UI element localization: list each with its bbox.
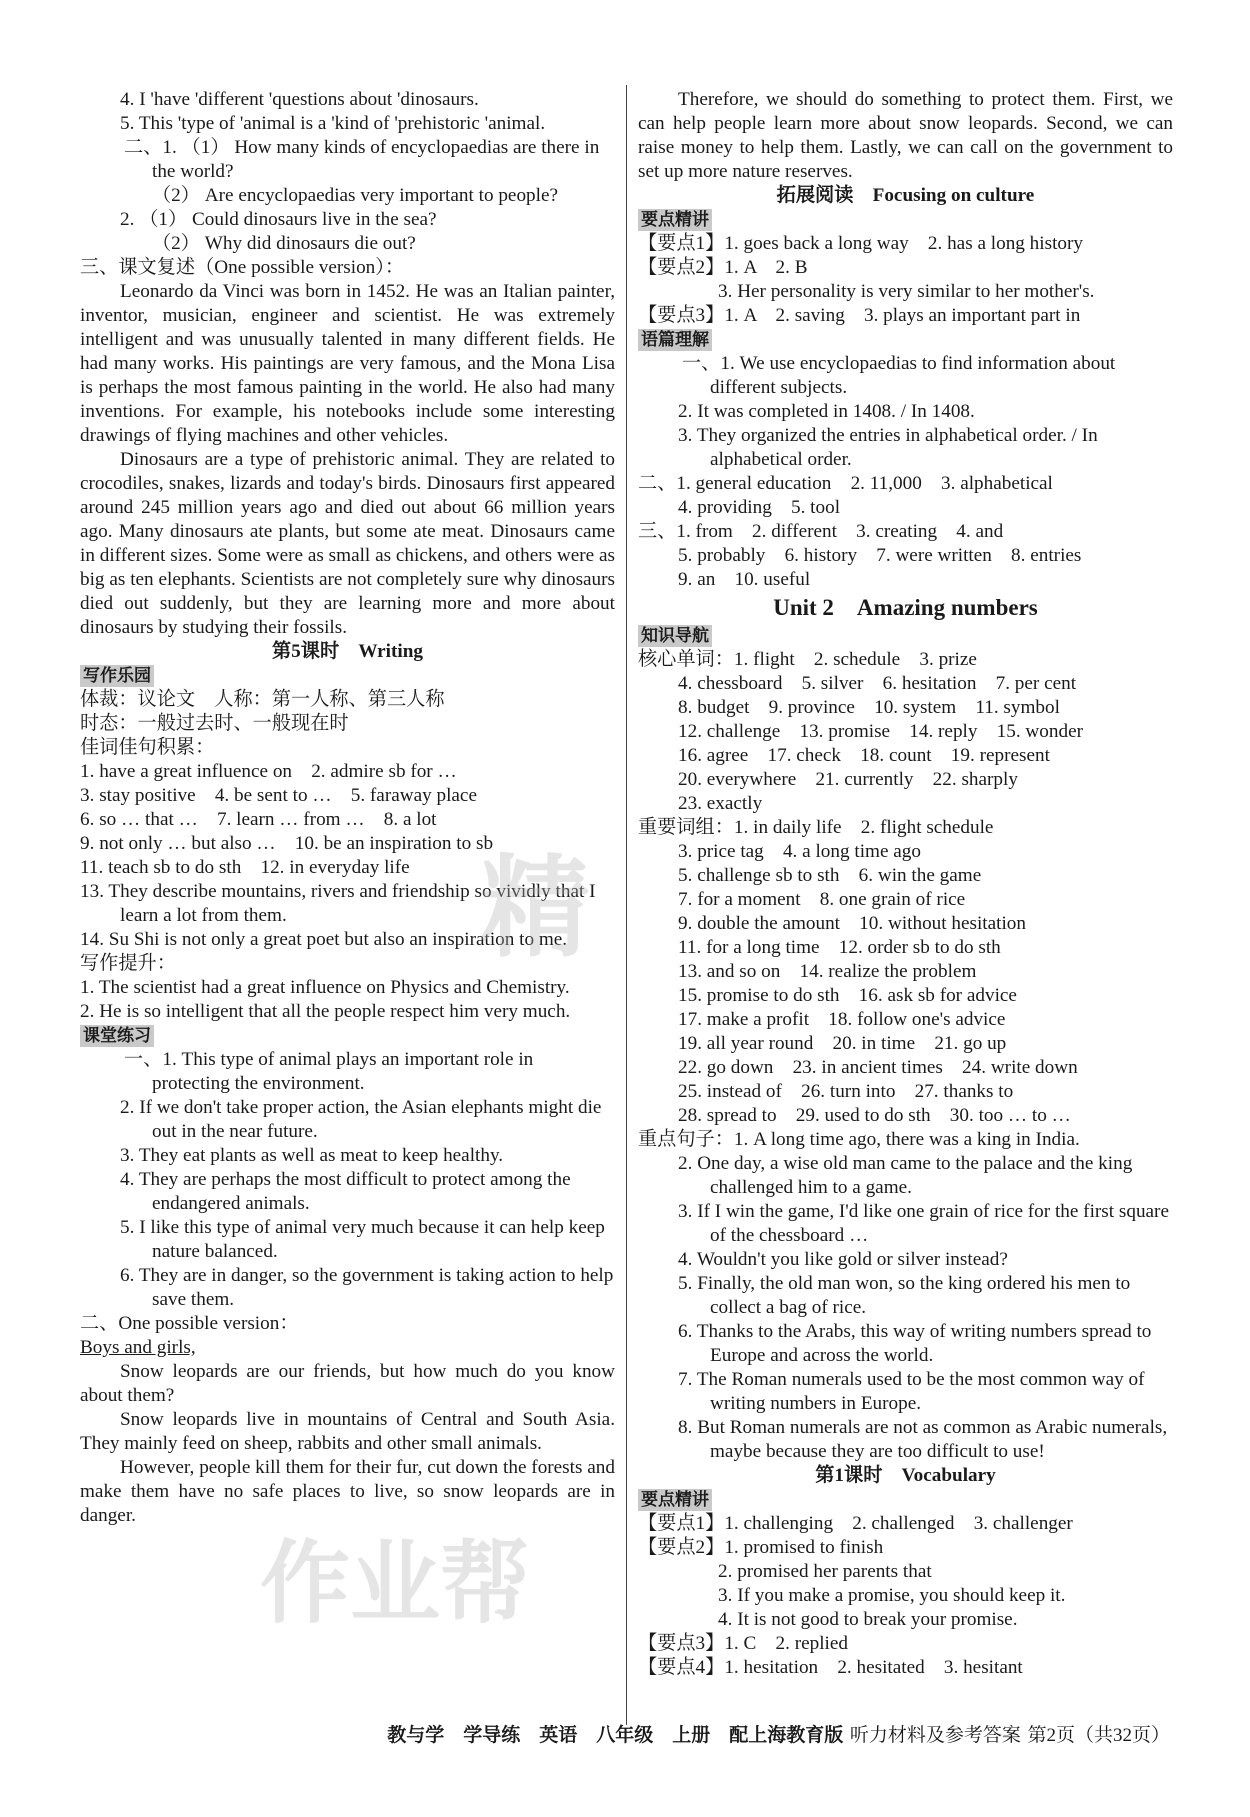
section-tag-line [638, 1488, 1173, 1512]
section-tag: 要点精讲 [638, 1489, 712, 1511]
answer-line: Snow leopards live in mountains of Central and South Asia. They mainly feed on sheep, rabbits and other small animals. [80, 1409, 615, 1454]
answer-line: 2. promised her parents that [718, 1561, 932, 1582]
section-tag: 课堂练习 [80, 1025, 154, 1047]
answer-line: 3. If I win the game, I'd like one grain of rice for the first square of the chessboard … [678, 1201, 1169, 1246]
answer-line: 2. He is so intelligent that all the people respect him very much. [80, 1001, 571, 1022]
answer-line: 2. （1） Could dinosaurs live in the sea? [120, 209, 437, 230]
right-column [638, 88, 1173, 1680]
answer-line: 25. instead of 26. turn into 27. thanks to [678, 1081, 1014, 1102]
answer-line: 体裁：议论文 人称：第一人称、第三人称 [80, 689, 445, 710]
section-tag: 知识导航 [638, 625, 712, 647]
answer-line: 12. challenge 13. promise 14. reply 15. wonder [678, 721, 1083, 742]
answer-line: 4. It is not good to break your promise. [718, 1609, 1018, 1630]
answer-line: 9. an 10. useful [678, 569, 811, 590]
answer-line: 6. Thanks to the Arabs, this way of writing numbers spread to Europe and across the world. [678, 1321, 1152, 1366]
answer-line: 5. I like this type of animal very much because it can help keep nature balanced. [120, 1217, 605, 1262]
answer-line: 2. One day, a wise old man came to the palace and the king challenged him to a game. [678, 1153, 1133, 1198]
answer-line: 5. Finally, the old man won, so the king ordered his men to collect a bag of rice. [678, 1273, 1131, 1318]
answer-line: 8. budget 9. province 10. system 11. symbol [678, 697, 1060, 718]
page-footer [0, 1720, 1170, 1747]
answer-line: 1. The scientist had a great influence on Physics and Chemistry. [80, 977, 570, 998]
answer-line: 13. They describe mountains, rivers and friendship so vividly that I learn a lot from them. [80, 881, 596, 926]
answer-line: 9. not only … but also … 10. be an inspiration to sb [80, 833, 494, 854]
answer-line: 1. have a great influence on 2. admire sb for … [80, 761, 457, 782]
answer-line: 14. Su Shi is not only a great poet but also an inspiration to me. [80, 929, 568, 950]
answer-line: 【要点3】1. A 2. saving 3. plays an important part in [638, 305, 1081, 326]
answer-line: 二、One possible version： [80, 1313, 299, 1334]
answer-line: 17. make a profit 18. follow one's advice [678, 1009, 1006, 1030]
answer-line: 16. agree 17. check 18. count 19. represent [678, 745, 1050, 766]
answer-line: 7. The Roman numerals used to be the most common way of writing numbers in Europe. [678, 1369, 1145, 1414]
watermark-logo: 精 [480, 844, 590, 972]
section-tag: 写作乐园 [80, 665, 154, 687]
answer-line: Leonardo da Vinci was born in 1452. He was an Italian painter, inventor, musician, engineer and scientist. He was extremely intelligent and was unusually talented in many different fields. He had many works. His paintings are very famous, and the Mona Lisa is perhaps the most famous painting in the world. He also had many inventions. For example, his notebooks include some interesting drawings of flying machines and other vehicles. [80, 281, 615, 446]
section-tag: 要点精讲 [638, 209, 712, 231]
answer-line: （2） Why did dinosaurs die out? [152, 233, 416, 254]
answer-line: 4. chessboard 5. silver 6. hesitation 7. per cent [678, 673, 1077, 694]
answer-line: 【要点1】1. challenging 2. challenged 3. challenger [638, 1513, 1073, 1534]
answer-line: 11. teach sb to do sth 12. in everyday life [80, 857, 410, 878]
answer-line: 8. But Roman numerals are not as common as Arabic numerals, maybe because they are too difficult to use! [678, 1417, 1168, 1462]
answer-line: 二、1. general education 2. 11,000 3. alphabetical [638, 473, 1053, 494]
answer-line: 重要词组：1. in daily life 2. flight schedule [638, 817, 994, 838]
answer-line: Boys and girls, [80, 1337, 196, 1358]
footer-section: 听力材料及参考答案 [849, 1725, 1021, 1746]
answer-line: 【要点4】1. hesitation 2. hesitated 3. hesitant [638, 1657, 1023, 1678]
answer-line: 二、1. （1） How many kinds of encyclopaedias are there in the world? [124, 137, 600, 182]
answer-line: 核心单词：1. flight 2. schedule 3. prize [638, 649, 977, 670]
answer-line: 15. promise to do sth 16. ask sb for advice [678, 985, 1017, 1006]
answer-line: 23. exactly [678, 793, 763, 814]
answer-line: 【要点1】1. goes back a long way 2. has a long history [638, 233, 1083, 254]
answer-line: 4. Wouldn't you like gold or silver instead? [678, 1249, 1008, 1270]
answer-line: 2. If we don't take proper action, the Asian elephants might die out in the near future. [120, 1097, 602, 1142]
answer-line: 22. go down 23. in ancient times 24. write down [678, 1057, 1078, 1078]
section-heading: 第5课时 Writing [271, 641, 424, 662]
section-tag-line [638, 208, 1173, 232]
answer-line: 时态：一般过去时、一般现在时 [80, 713, 349, 734]
answer-line: 5. This 'type of 'animal is a 'kind of 'prehistoric 'animal. [120, 113, 546, 134]
section-tag-line [80, 1024, 615, 1048]
answer-line: Therefore, we should do something to protect them. First, we can help people learn more about snow leopards. Second, we can raise money to help them. Lastly, we can call on the government to set up more nature reserves. [638, 89, 1173, 182]
answer-line: 3. stay positive 4. be sent to … 5. faraway place [80, 785, 477, 806]
footer-series: 教与学 学导练 英语 八年级 上册 配上海教育版 [387, 1724, 844, 1746]
answer-line: 【要点2】1. A 2. B [638, 257, 808, 278]
answer-line: 5. probably 6. history 7. were written 8. entries [678, 545, 1082, 566]
answer-line: 【要点3】1. C 2. replied [638, 1633, 848, 1654]
answer-line: 2. It was completed in 1408. / In 1408. [678, 401, 975, 422]
answer-line: 7. for a moment 8. one grain of rice [678, 889, 966, 910]
answer-line: 4. They are perhaps the most difficult to protect among the endangered animals. [120, 1169, 571, 1214]
answer-line: 6. They are in danger, so the government is taking action to help save them. [120, 1265, 614, 1310]
answer-line: Snow leopards are our friends, but how much do you know about them? [80, 1361, 615, 1406]
answer-line: （2） Are encyclopaedias very important to people? [152, 185, 558, 206]
section-heading: 第1课时 Vocabulary [815, 1465, 996, 1486]
answer-line: However, people kill them for their fur, cut down the forests and make them have no safe places to live, so snow leopards are in danger. [80, 1457, 615, 1526]
answer-line: 3. They organized the entries in alphabetical order. / In alphabetical order. [678, 425, 1098, 470]
answer-line: 重点句子：1. A long time ago, there was a king in India. [638, 1129, 1080, 1150]
answer-line: 5. challenge sb to sth 6. win the game [678, 865, 982, 886]
answer-line: Dinosaurs are a type of prehistoric animal. They are related to crocodiles, snakes, lizards and today's birds. Dinosaurs first appeared around 245 million years ago and died out about 66 million years ago. Many dinosaurs ate plants, but some ate meat. Dinosaurs came in different sizes. Some were as small as chickens, and others were as big as ten elephants. Scientists are not completely sure why dinosaurs died out suddenly, but they are learning more and more about dinosaurs by studying their fossils. [80, 449, 615, 638]
section-heading: Unit 2 Amazing numbers [773, 595, 1038, 620]
answer-line: 佳词佳句积累： [80, 737, 215, 758]
answer-line: 4. providing 5. tool [678, 497, 841, 518]
answer-line: 写作提升： [80, 953, 176, 974]
section-tag-line [80, 664, 615, 688]
section-tag-line [638, 624, 1173, 648]
answer-line: 三、1. from 2. different 3. creating 4. and [638, 521, 1004, 542]
answer-line: 13. and so on 14. realize the problem [678, 961, 977, 982]
answer-line: 3. If you make a promise, you should keep it. [718, 1585, 1066, 1606]
section-tag: 语篇理解 [638, 329, 712, 351]
answer-line: 9. double the amount 10. without hesitation [678, 913, 1026, 934]
answer-line: 20. everywhere 21. currently 22. sharply [678, 769, 1018, 790]
answer-line: 3. Her personality is very similar to her mother's. [718, 281, 1095, 302]
answer-line: 3. They eat plants as well as meat to keep healthy. [120, 1145, 504, 1166]
answer-line: 19. all year round 20. in time 21. go up [678, 1033, 1007, 1054]
answer-line: 三、课文复述（One possible version）： [80, 257, 405, 278]
section-tag-line [638, 328, 1173, 352]
answer-line: 11. for a long time 12. order sb to do sth [678, 937, 1001, 958]
left-column [80, 88, 615, 1528]
footer-page-number: 第2页（共32页） [1027, 1725, 1170, 1746]
answer-line: 6. so … that … 7. learn … from … 8. a lot [80, 809, 437, 830]
answer-line: 一、1. This type of animal plays an important role in protecting the environment. [124, 1049, 534, 1094]
answer-line: 【要点2】1. promised to finish [638, 1537, 884, 1558]
watermark-logo-bottom: 作业帮 [260, 1531, 530, 1636]
answer-line: 28. spread to 29. used to do sth 30. too … to … [678, 1105, 1071, 1126]
column-divider [626, 85, 627, 1725]
answer-line: 4. I 'have 'different 'questions about 'dinosaurs. [120, 89, 479, 110]
answer-line: 3. price tag 4. a long time ago [678, 841, 921, 862]
section-heading: 拓展阅读 Focusing on culture [776, 185, 1035, 206]
answer-line: 一、1. We use encyclopaedias to find information about different subjects. [682, 353, 1116, 398]
